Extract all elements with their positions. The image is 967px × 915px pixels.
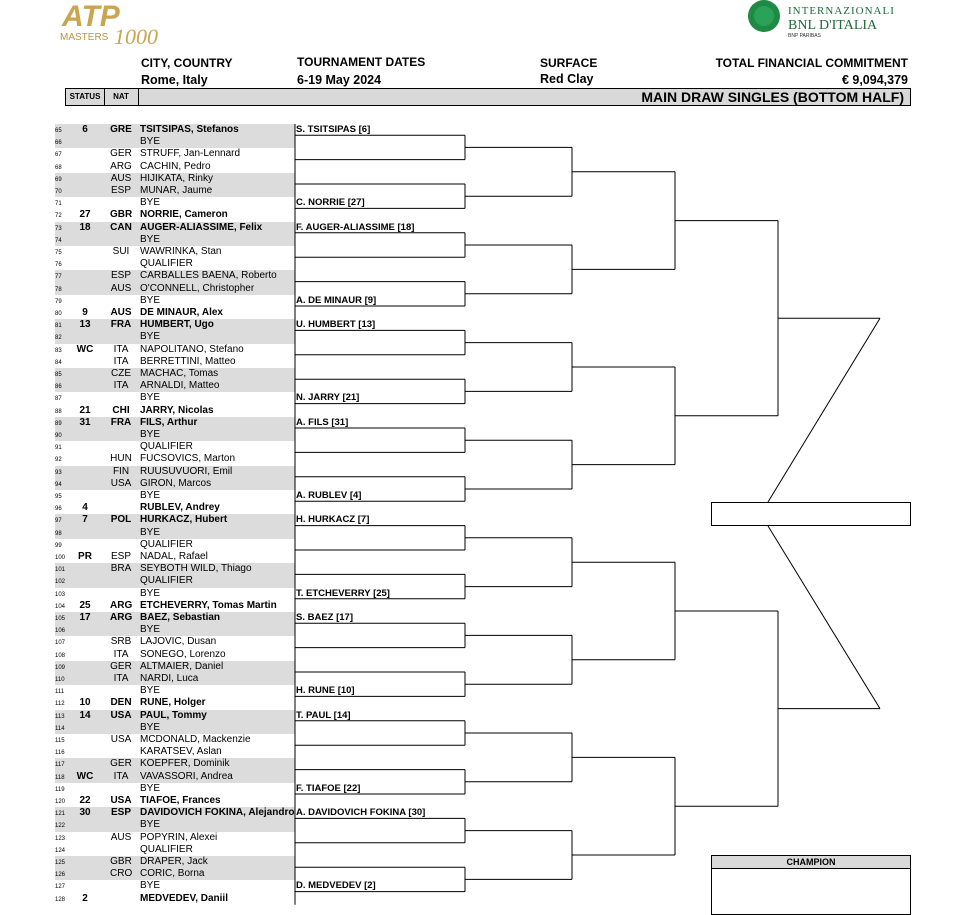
round2-player: A. RUBLEV [4] xyxy=(296,489,362,501)
draw-position: 86 xyxy=(55,384,62,391)
player-row xyxy=(55,429,295,441)
player-name: HIJIKATA, Rinky xyxy=(140,172,213,184)
player-row xyxy=(55,893,295,905)
player-name: NAPOLITANO, Stefano xyxy=(140,343,244,355)
seed-status: 2 xyxy=(82,892,88,904)
surface-label: SURFACE xyxy=(540,56,598,70)
nationality: ITA xyxy=(113,770,129,782)
draw-position: 94 xyxy=(55,481,62,488)
nationality: GER xyxy=(110,148,132,160)
seed-status: 25 xyxy=(79,599,91,611)
player-row xyxy=(55,649,295,661)
draw-position: 66 xyxy=(55,140,62,147)
player-name: QUALIFIER xyxy=(140,843,193,855)
player-row xyxy=(55,636,295,648)
player-name: BERRETTINI, Matteo xyxy=(140,355,236,367)
draw-position: 81 xyxy=(55,323,62,330)
nationality: CAN xyxy=(110,221,132,233)
nationality: ESP xyxy=(110,270,131,282)
player-row xyxy=(55,185,295,197)
player-row xyxy=(55,405,295,417)
draw-position: 90 xyxy=(55,433,62,439)
draw-position: 116 xyxy=(55,750,65,757)
draw-position: 122 xyxy=(55,823,66,830)
nationality: ESP xyxy=(110,807,131,819)
draw-position: 123 xyxy=(55,835,66,842)
player-row xyxy=(55,234,295,246)
nationality: USA xyxy=(110,734,132,745)
player-name: CARBALLES BAENA, Roberto xyxy=(140,270,277,282)
player-row xyxy=(55,246,295,258)
draw-position: 125 xyxy=(55,860,66,866)
seed-status: 31 xyxy=(79,416,91,428)
seed-status: 17 xyxy=(79,612,91,623)
draw-position: 114 xyxy=(55,725,65,732)
player-row xyxy=(55,453,295,465)
player-name: ETCHEVERRY, Tomas Martin xyxy=(140,599,277,611)
player-row xyxy=(55,734,295,746)
round2-player: N. JARRY [21] xyxy=(296,392,360,404)
nationality: ARG xyxy=(110,612,133,623)
nationality: GBR xyxy=(110,856,132,867)
player-name: BYE xyxy=(140,429,161,440)
player-name: WAWRINKA, Stan xyxy=(140,246,222,257)
player-row xyxy=(55,368,295,380)
player-name: KARATSEV, Aslan xyxy=(140,746,222,758)
player-name: O'CONNELL, Christopher xyxy=(140,282,255,294)
seed-status: 18 xyxy=(79,221,91,233)
nationality: ESP xyxy=(110,185,131,196)
player-row xyxy=(55,173,295,185)
draw-position: 95 xyxy=(55,494,62,500)
player-row xyxy=(55,502,295,514)
player-row xyxy=(55,514,295,526)
player-name: TIAFOE, Frances xyxy=(140,795,221,806)
round2-player: C. NORRIE [27] xyxy=(296,197,365,209)
nationality: FRA xyxy=(110,416,132,428)
player-row xyxy=(55,344,295,356)
player-name: BYE xyxy=(140,782,161,794)
draw-position: 84 xyxy=(55,359,62,366)
player-row xyxy=(55,197,295,209)
nationality: HUN xyxy=(110,453,132,465)
player-row xyxy=(55,612,295,624)
nationality: CRO xyxy=(110,868,133,880)
player-row xyxy=(55,856,295,868)
player-name: ARNALDI, Matteo xyxy=(140,380,220,392)
svg-text:MASTERS: MASTERS xyxy=(60,32,109,43)
draw-position: 117 xyxy=(55,762,65,769)
draw-position: 106 xyxy=(55,628,66,635)
draw-position: 108 xyxy=(55,652,66,659)
player-name: BYE xyxy=(140,624,161,636)
champion-box xyxy=(711,855,911,915)
player-row xyxy=(55,527,295,539)
dates-label: TOURNAMENT DATES xyxy=(297,55,426,69)
player-row xyxy=(55,600,295,612)
player-name: DRAPER, Jack xyxy=(140,856,208,867)
draw-position: 92 xyxy=(55,457,62,464)
player-name: MACHAC, Tomas xyxy=(140,368,219,379)
player-name: HUMBERT, Ugo xyxy=(140,319,214,331)
player-name: GIRON, Marcos xyxy=(140,477,212,489)
player-name: CORIC, Borna xyxy=(140,868,205,880)
commitment-label: TOTAL FINANCIAL COMMITMENT xyxy=(715,56,908,70)
player-name: JARRY, Nicolas xyxy=(140,404,214,416)
internazionali-bnl-logo xyxy=(744,0,904,40)
player-name: TSITSIPAS, Stefanos xyxy=(140,124,239,135)
draw-position: 96 xyxy=(55,506,62,513)
seed-status: WC xyxy=(76,770,94,782)
nationality: ITA xyxy=(113,355,129,367)
player-row xyxy=(55,844,295,856)
player-row xyxy=(55,771,295,783)
nationality: GRE xyxy=(110,124,132,135)
nationality: ESP xyxy=(110,551,131,562)
player-name: AUGER-ALIASSIME, Felix xyxy=(140,221,263,233)
round2-player: T. PAUL [14] xyxy=(296,709,351,721)
draw-header-bar xyxy=(65,88,911,106)
dates-value: 6-19 May 2024 xyxy=(297,73,382,87)
draw-position: 103 xyxy=(55,591,66,598)
status-column-header: STATUS xyxy=(66,89,105,105)
player-name: QUALIFIER xyxy=(140,575,193,587)
round2-player: F. AUGER-ALIASSIME [18] xyxy=(296,221,415,233)
draw-position: 118 xyxy=(55,774,65,781)
round2-player: H. RUNE [10] xyxy=(296,685,355,697)
player-row xyxy=(55,466,295,478)
draw-position: 128 xyxy=(55,896,66,903)
nationality: ITA xyxy=(113,648,129,660)
round2-player: A. DE MINAUR [9] xyxy=(296,294,377,306)
seed-status: 10 xyxy=(79,697,91,709)
draw-position: 104 xyxy=(55,603,66,610)
player-name: QUALIFIER xyxy=(140,441,193,453)
svg-text:BNP PARIBAS: BNP PARIBAS xyxy=(788,33,821,39)
player-row xyxy=(55,161,295,173)
draw-position: 111 xyxy=(55,689,65,696)
player-row xyxy=(55,270,295,282)
draw-position: 97 xyxy=(55,518,62,525)
draw-position: 93 xyxy=(55,469,62,476)
round2-player: A. FILS [31] xyxy=(296,416,349,428)
nationality: CZE xyxy=(111,368,131,379)
player-row xyxy=(55,588,295,600)
draw-position: 74 xyxy=(55,237,62,244)
nationality: GER xyxy=(110,758,132,770)
player-name: BYE xyxy=(140,721,161,733)
seed-status: PR xyxy=(78,551,92,562)
commitment-value: € 9,094,379 xyxy=(841,73,908,87)
draw-position: 79 xyxy=(55,298,62,305)
round2-player: T. ETCHEVERRY [25] xyxy=(296,587,390,599)
final-diagonal-bottom xyxy=(768,526,880,709)
player-name: BYE xyxy=(140,587,161,599)
nationality: ITA xyxy=(113,380,129,392)
player-name: BYE xyxy=(140,880,161,892)
player-name: RUNE, Holger xyxy=(140,697,206,709)
draw-position: 102 xyxy=(55,579,66,586)
nationality: DEN xyxy=(110,697,132,709)
player-row xyxy=(55,758,295,770)
round2-player: D. MEDVEDEV [2] xyxy=(296,880,376,892)
draw-position: 78 xyxy=(55,286,62,293)
draw-position: 99 xyxy=(55,542,62,549)
draw-position: 83 xyxy=(55,347,62,354)
player-name: MEDVEDEV, Daniil xyxy=(140,892,228,904)
player-name: STRUFF, Jan-Lennard xyxy=(140,148,241,160)
player-name: NORRIE, Cameron xyxy=(140,209,228,221)
draw-position: 110 xyxy=(55,677,65,683)
draw-position: 87 xyxy=(55,396,62,403)
nationality: USA xyxy=(110,477,132,489)
player-name: RUBLEV, Andrey xyxy=(140,502,220,514)
draw-position: 120 xyxy=(55,799,66,805)
draw-position: 107 xyxy=(55,640,66,647)
round2-player: S. BAEZ [17] xyxy=(296,611,354,623)
player-row xyxy=(55,722,295,734)
player-name: BYE xyxy=(140,331,161,343)
draw-position: 75 xyxy=(55,250,62,256)
draw-position: 71 xyxy=(55,201,62,208)
draw-position: 101 xyxy=(55,567,66,574)
draw-position: 121 xyxy=(55,811,66,818)
nationality: GER xyxy=(110,660,132,672)
round2-player: A. DAVIDOVICH FOKINA [30] xyxy=(296,807,426,819)
draw-position: 113 xyxy=(55,713,65,720)
seed-status: 4 xyxy=(82,502,88,514)
player-row xyxy=(55,307,295,319)
player-row xyxy=(55,417,295,429)
player-row xyxy=(55,697,295,709)
draw-position: 124 xyxy=(55,847,66,854)
player-row xyxy=(55,209,295,221)
draw-position: 73 xyxy=(55,225,62,232)
player-row xyxy=(55,783,295,795)
player-row xyxy=(55,222,295,234)
player-row xyxy=(55,356,295,368)
player-name: MCDONALD, Mackenzie xyxy=(140,734,251,745)
final-diagonal-top xyxy=(768,318,880,502)
seed-status: 27 xyxy=(79,209,91,221)
player-row xyxy=(55,868,295,880)
seed-status: 13 xyxy=(79,319,91,331)
player-name: BYE xyxy=(140,392,161,404)
draw-position: 68 xyxy=(55,164,62,171)
player-name: BYE xyxy=(140,233,161,245)
player-row xyxy=(55,880,295,892)
player-name: SEYBOTH WILD, Thiago xyxy=(140,563,252,575)
player-name: SONEGO, Lorenzo xyxy=(140,648,226,660)
seed-status: 7 xyxy=(82,514,88,526)
player-row xyxy=(55,551,295,563)
player-name: BYE xyxy=(140,490,161,501)
nationality: ARG xyxy=(110,599,133,611)
player-row xyxy=(55,258,295,270)
player-name: DE MINAUR, Alex xyxy=(140,307,223,318)
round2-player: U. HUMBERT [13] xyxy=(296,319,376,331)
player-row xyxy=(55,539,295,551)
player-row xyxy=(55,819,295,831)
player-row xyxy=(55,710,295,722)
draw-position: 85 xyxy=(55,372,62,378)
nationality: AUS xyxy=(110,172,132,184)
player-name: DAVIDOVICH FOKINA, Alejandro xyxy=(140,807,295,819)
draw-position: 91 xyxy=(55,445,62,452)
nationality: AUS xyxy=(110,831,132,843)
player-name: QUALIFIER xyxy=(140,538,193,550)
player-row xyxy=(55,685,295,697)
player-row xyxy=(55,661,295,673)
nationality: BRA xyxy=(110,563,132,575)
player-name: MUNAR, Jaume xyxy=(140,185,213,196)
player-row xyxy=(55,746,295,758)
draw-position: 88 xyxy=(55,408,62,415)
player-name: POPYRIN, Alexei xyxy=(140,831,218,843)
svg-text:BNL D'ITALIA: BNL D'ITALIA xyxy=(788,18,878,33)
draw-position: 70 xyxy=(55,189,62,195)
player-name: BYE xyxy=(140,197,161,209)
draw-position: 119 xyxy=(55,786,65,793)
player-name: FUCSOVICS, Marton xyxy=(140,453,236,465)
player-row xyxy=(55,575,295,587)
draw-position: 76 xyxy=(55,262,62,269)
draw-position: 109 xyxy=(55,664,66,671)
seed-status: 9 xyxy=(82,307,88,318)
player-name: BYE xyxy=(140,685,161,697)
draw-position: 100 xyxy=(55,555,66,561)
nationality: AUS xyxy=(110,307,132,318)
draw-position: 115 xyxy=(55,738,65,744)
player-row xyxy=(55,807,295,819)
player-name: NADAL, Rafael xyxy=(140,551,208,562)
player-name: ALTMAIER, Daniel xyxy=(140,660,224,672)
seed-status: 22 xyxy=(79,795,91,806)
surface-value: Red Clay xyxy=(540,72,594,86)
player-name: BYE xyxy=(140,294,161,306)
nationality: USA xyxy=(110,795,132,806)
final-winner-box xyxy=(711,502,911,526)
player-name: BAEZ, Sebastian xyxy=(140,612,221,623)
svg-text:1000: 1000 xyxy=(114,24,158,46)
player-row xyxy=(55,624,295,636)
nationality: FRA xyxy=(110,319,132,331)
draw-position: 112 xyxy=(55,701,65,708)
player-row xyxy=(55,392,295,404)
player-name: LAJOVIC, Dusan xyxy=(140,636,217,648)
player-row xyxy=(55,283,295,295)
draw-position: 127 xyxy=(55,884,66,891)
player-name: BYE xyxy=(140,526,161,538)
seed-status: 14 xyxy=(79,709,91,721)
nationality: GBR xyxy=(110,209,133,221)
player-row xyxy=(55,380,295,392)
player-row xyxy=(55,295,295,307)
draw-position: 126 xyxy=(55,872,66,879)
draw-position: 67 xyxy=(55,152,62,159)
nationality: ARG xyxy=(110,160,132,172)
round2-player: F. TIAFOE [22] xyxy=(296,782,361,794)
nationality: USA xyxy=(110,709,132,721)
nationality: POL xyxy=(110,514,132,526)
seed-status: 30 xyxy=(79,807,91,819)
draw-position: 77 xyxy=(55,274,62,281)
player-row xyxy=(55,136,295,148)
nationality: AUS xyxy=(110,282,132,294)
player-row xyxy=(55,490,295,502)
player-row xyxy=(55,795,295,807)
player-name: PAUL, Tommy xyxy=(140,709,207,721)
round2-player: H. HURKACZ [7] xyxy=(296,514,370,526)
draw-position: 65 xyxy=(55,128,62,134)
nationality: FIN xyxy=(112,465,130,477)
player-row xyxy=(55,832,295,844)
draw-position: 98 xyxy=(55,530,62,537)
player-name: HURKACZ, Hubert xyxy=(140,514,228,526)
draw-position: 69 xyxy=(55,176,62,183)
player-name: FILS, Arthur xyxy=(140,416,198,428)
draw-position: 80 xyxy=(55,311,62,317)
nationality: ITA xyxy=(113,343,129,355)
seed-status: 6 xyxy=(82,124,88,135)
draw-position: 82 xyxy=(55,335,62,342)
svg-text:ATP: ATP xyxy=(62,0,120,33)
player-name: BYE xyxy=(140,136,161,148)
player-row xyxy=(55,478,295,490)
champion-label: CHAMPION xyxy=(712,856,910,869)
player-row xyxy=(55,319,295,331)
player-name: VAVASSORI, Andrea xyxy=(140,770,233,782)
svg-text:INTERNAZIONALI: INTERNAZIONALI xyxy=(788,5,895,17)
player-row xyxy=(55,331,295,343)
player-name: QUALIFIER xyxy=(140,258,193,270)
nationality: SUI xyxy=(112,246,130,257)
draw-position: 89 xyxy=(55,420,62,427)
seed-status: WC xyxy=(76,343,94,355)
nationality: ITA xyxy=(113,673,129,684)
nat-column-header: NAT xyxy=(104,89,139,105)
player-name: CACHIN, Pedro xyxy=(140,160,211,172)
draw-title: MAIN DRAW SINGLES (BOTTOM HALF) xyxy=(641,89,904,105)
player-row xyxy=(55,563,295,575)
player-row xyxy=(55,148,295,160)
city-value: Rome, Italy xyxy=(141,73,208,87)
player-name: KOEPFER, Dominik xyxy=(140,758,230,770)
draw-position: 72 xyxy=(55,213,62,220)
nationality: SRB xyxy=(110,636,132,648)
atp-masters-1000-logo xyxy=(56,0,168,46)
player-row xyxy=(55,673,295,685)
nationality: CHI xyxy=(112,404,130,416)
draw-position: 105 xyxy=(55,616,66,622)
player-row xyxy=(55,124,295,136)
player-name: NARDI, Luca xyxy=(140,673,199,684)
seed-status: 21 xyxy=(79,404,91,416)
player-name: RUUSUVUORI, Emil xyxy=(140,465,233,477)
player-row xyxy=(55,441,295,453)
player-name: BYE xyxy=(140,819,161,831)
round2-player: S. TSITSIPAS [6] xyxy=(296,123,371,135)
city-label: CITY, COUNTRY xyxy=(141,56,233,70)
